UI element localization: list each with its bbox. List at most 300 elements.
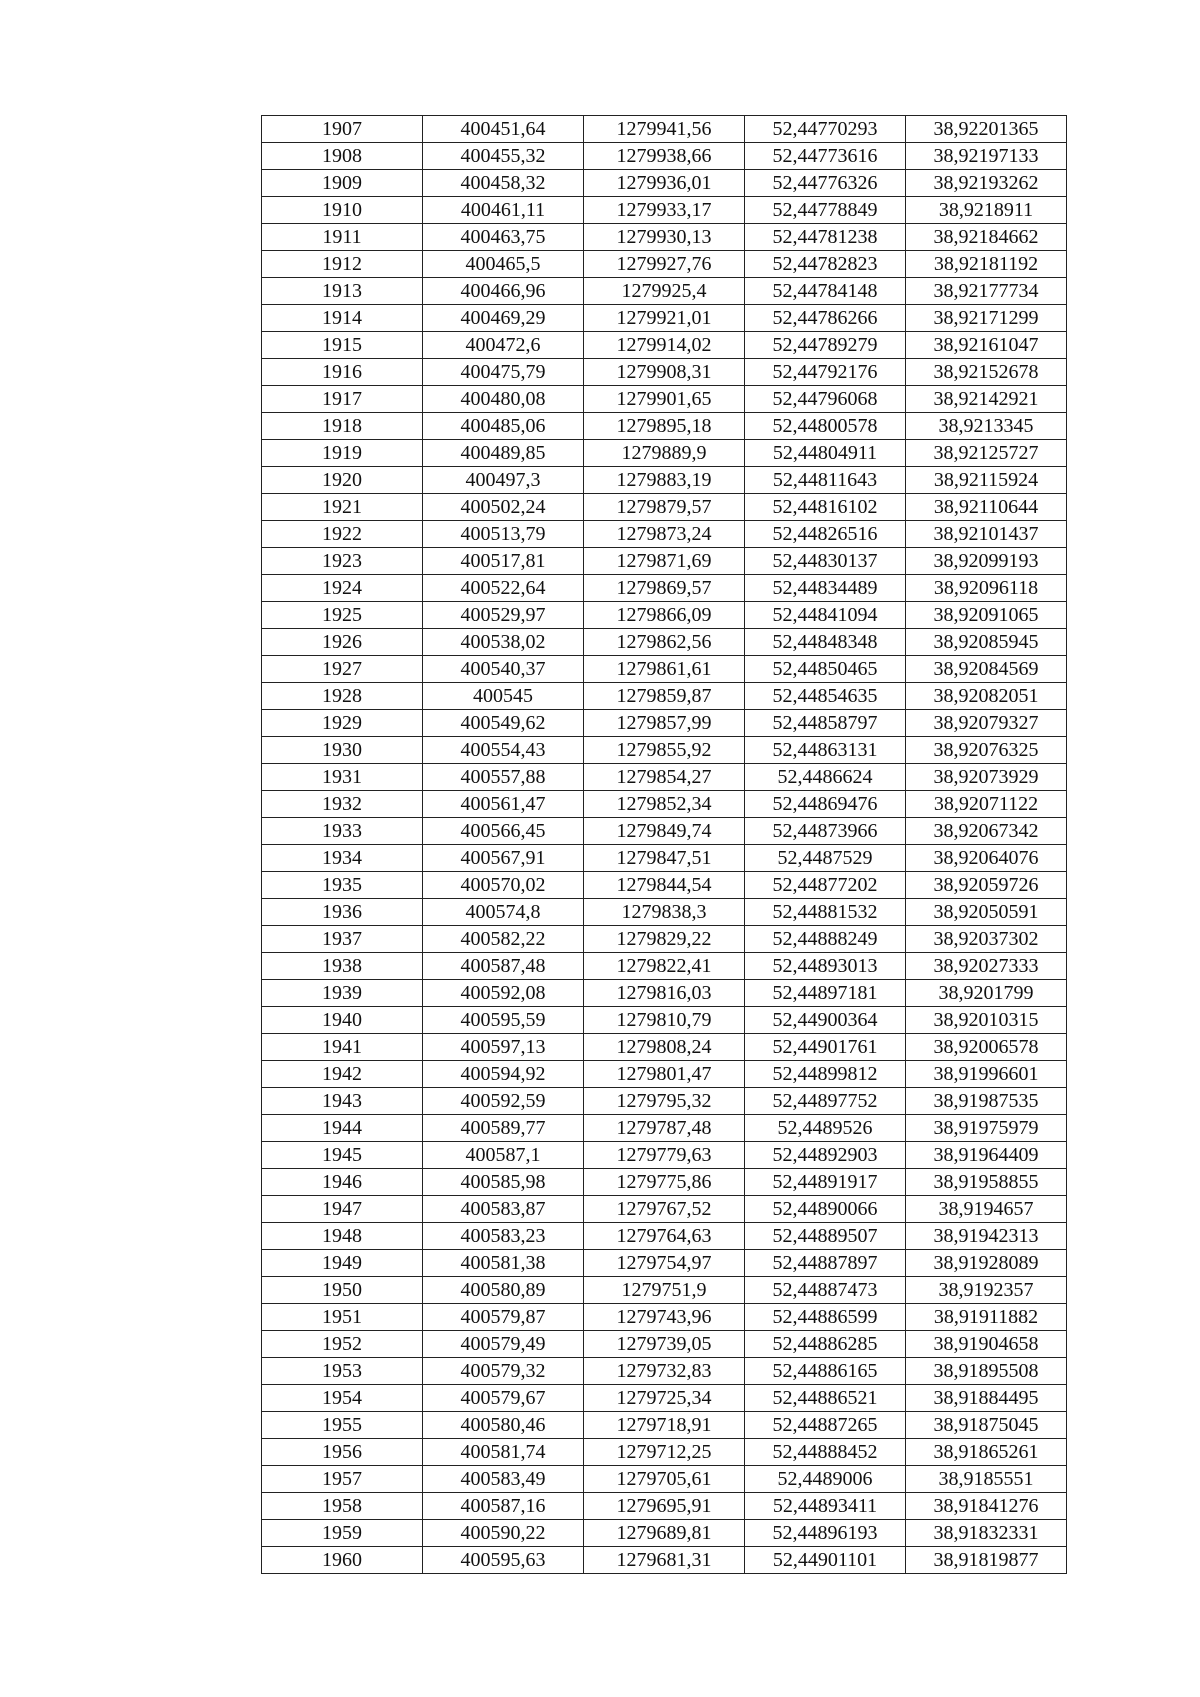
- table-row: [262, 1439, 1067, 1466]
- latitude-cell: 52,44784148: [745, 278, 906, 305]
- table-row: [262, 224, 1067, 251]
- latitude-cell: 52,44900364: [745, 1007, 906, 1034]
- x-coordinate-cell: 400587,1: [423, 1142, 584, 1169]
- y-coordinate-cell: 1279873,24: [584, 521, 745, 548]
- x-coordinate-cell: 400574,8: [423, 899, 584, 926]
- y-coordinate-cell: 1279879,57: [584, 494, 745, 521]
- x-coordinate-cell: 400465,5: [423, 251, 584, 278]
- y-coordinate-cell: 1279787,48: [584, 1115, 745, 1142]
- x-coordinate-cell: 400466,96: [423, 278, 584, 305]
- table-row: [262, 548, 1067, 575]
- longitude-cell: 38,92064076: [906, 845, 1067, 872]
- table-row: [262, 1007, 1067, 1034]
- point-number-cell: 1926: [262, 629, 423, 656]
- longitude-cell: 38,91942313: [906, 1223, 1067, 1250]
- table-row: [262, 1331, 1067, 1358]
- y-coordinate-cell: 1279764,63: [584, 1223, 745, 1250]
- point-number-cell: 1919: [262, 440, 423, 467]
- y-coordinate-cell: 1279695,91: [584, 1493, 745, 1520]
- longitude-cell: 38,92152678: [906, 359, 1067, 386]
- x-coordinate-cell: 400469,29: [423, 305, 584, 332]
- y-coordinate-cell: 1279933,17: [584, 197, 745, 224]
- longitude-cell: 38,92142921: [906, 386, 1067, 413]
- y-coordinate-cell: 1279908,31: [584, 359, 745, 386]
- point-number-cell: 1949: [262, 1250, 423, 1277]
- point-number-cell: 1941: [262, 1034, 423, 1061]
- latitude-cell: 52,44896193: [745, 1520, 906, 1547]
- longitude-cell: 38,92177734: [906, 278, 1067, 305]
- table-row: [262, 1520, 1067, 1547]
- latitude-cell: 52,4489526: [745, 1115, 906, 1142]
- latitude-cell: 52,44897181: [745, 980, 906, 1007]
- x-coordinate-cell: 400583,87: [423, 1196, 584, 1223]
- point-number-cell: 1910: [262, 197, 423, 224]
- point-number-cell: 1956: [262, 1439, 423, 1466]
- y-coordinate-cell: 1279936,01: [584, 170, 745, 197]
- longitude-cell: 38,9213345: [906, 413, 1067, 440]
- y-coordinate-cell: 1279847,51: [584, 845, 745, 872]
- point-number-cell: 1943: [262, 1088, 423, 1115]
- point-number-cell: 1951: [262, 1304, 423, 1331]
- x-coordinate-cell: 400489,85: [423, 440, 584, 467]
- table-row: [262, 980, 1067, 1007]
- longitude-cell: 38,91958855: [906, 1169, 1067, 1196]
- table-row: [262, 521, 1067, 548]
- latitude-cell: 52,44782823: [745, 251, 906, 278]
- point-number-cell: 1914: [262, 305, 423, 332]
- point-number-cell: 1936: [262, 899, 423, 926]
- point-number-cell: 1947: [262, 1196, 423, 1223]
- latitude-cell: 52,44886521: [745, 1385, 906, 1412]
- y-coordinate-cell: 1279810,79: [584, 1007, 745, 1034]
- x-coordinate-cell: 400497,3: [423, 467, 584, 494]
- point-number-cell: 1937: [262, 926, 423, 953]
- point-number-cell: 1954: [262, 1385, 423, 1412]
- table-row: [262, 818, 1067, 845]
- latitude-cell: 52,44800578: [745, 413, 906, 440]
- point-number-cell: 1935: [262, 872, 423, 899]
- y-coordinate-cell: 1279725,34: [584, 1385, 745, 1412]
- table-row: [262, 251, 1067, 278]
- latitude-cell: 52,44804911: [745, 440, 906, 467]
- y-coordinate-cell: 1279718,91: [584, 1412, 745, 1439]
- y-coordinate-cell: 1279927,76: [584, 251, 745, 278]
- latitude-cell: 52,44893411: [745, 1493, 906, 1520]
- point-number-cell: 1938: [262, 953, 423, 980]
- y-coordinate-cell: 1279921,01: [584, 305, 745, 332]
- point-number-cell: 1931: [262, 764, 423, 791]
- point-number-cell: 1955: [262, 1412, 423, 1439]
- point-number-cell: 1925: [262, 602, 423, 629]
- longitude-cell: 38,9201799: [906, 980, 1067, 1007]
- table-row: [262, 872, 1067, 899]
- x-coordinate-cell: 400581,38: [423, 1250, 584, 1277]
- coordinates-table: [261, 115, 1067, 1574]
- x-coordinate-cell: 400455,32: [423, 143, 584, 170]
- point-number-cell: 1960: [262, 1547, 423, 1574]
- longitude-cell: 38,91865261: [906, 1439, 1067, 1466]
- point-number-cell: 1944: [262, 1115, 423, 1142]
- table-row: [262, 737, 1067, 764]
- longitude-cell: 38,91996601: [906, 1061, 1067, 1088]
- point-number-cell: 1932: [262, 791, 423, 818]
- longitude-cell: 38,92096118: [906, 575, 1067, 602]
- point-number-cell: 1921: [262, 494, 423, 521]
- longitude-cell: 38,9185551: [906, 1466, 1067, 1493]
- latitude-cell: 52,44826516: [745, 521, 906, 548]
- longitude-cell: 38,92161047: [906, 332, 1067, 359]
- table-row: [262, 1466, 1067, 1493]
- longitude-cell: 38,92076325: [906, 737, 1067, 764]
- point-number-cell: 1924: [262, 575, 423, 602]
- longitude-cell: 38,9192357: [906, 1277, 1067, 1304]
- x-coordinate-cell: 400529,97: [423, 602, 584, 629]
- longitude-cell: 38,91884495: [906, 1385, 1067, 1412]
- table-row: [262, 1493, 1067, 1520]
- table-row: [262, 764, 1067, 791]
- y-coordinate-cell: 1279857,99: [584, 710, 745, 737]
- latitude-cell: 52,44854635: [745, 683, 906, 710]
- table-row: [262, 926, 1067, 953]
- point-number-cell: 1907: [262, 116, 423, 143]
- longitude-cell: 38,92027333: [906, 953, 1067, 980]
- point-number-cell: 1920: [262, 467, 423, 494]
- x-coordinate-cell: 400595,63: [423, 1547, 584, 1574]
- table-row: [262, 359, 1067, 386]
- latitude-cell: 52,44877202: [745, 872, 906, 899]
- latitude-cell: 52,44887473: [745, 1277, 906, 1304]
- table-row: [262, 1304, 1067, 1331]
- longitude-cell: 38,92125727: [906, 440, 1067, 467]
- point-number-cell: 1918: [262, 413, 423, 440]
- table-row: [262, 683, 1067, 710]
- x-coordinate-cell: 400475,79: [423, 359, 584, 386]
- longitude-cell: 38,91904658: [906, 1331, 1067, 1358]
- table-row: [262, 656, 1067, 683]
- longitude-cell: 38,9194657: [906, 1196, 1067, 1223]
- x-coordinate-cell: 400554,43: [423, 737, 584, 764]
- latitude-cell: 52,44781238: [745, 224, 906, 251]
- latitude-cell: 52,44893013: [745, 953, 906, 980]
- y-coordinate-cell: 1279844,54: [584, 872, 745, 899]
- latitude-cell: 52,4487529: [745, 845, 906, 872]
- table-row: [262, 899, 1067, 926]
- latitude-cell: 52,44789279: [745, 332, 906, 359]
- point-number-cell: 1923: [262, 548, 423, 575]
- latitude-cell: 52,44888249: [745, 926, 906, 953]
- latitude-cell: 52,44886285: [745, 1331, 906, 1358]
- y-coordinate-cell: 1279855,92: [584, 737, 745, 764]
- point-number-cell: 1909: [262, 170, 423, 197]
- table-row: [262, 1196, 1067, 1223]
- y-coordinate-cell: 1279930,13: [584, 224, 745, 251]
- y-coordinate-cell: 1279941,56: [584, 116, 745, 143]
- y-coordinate-cell: 1279739,05: [584, 1331, 745, 1358]
- y-coordinate-cell: 1279779,63: [584, 1142, 745, 1169]
- x-coordinate-cell: 400461,11: [423, 197, 584, 224]
- latitude-cell: 52,44811643: [745, 467, 906, 494]
- longitude-cell: 38,92010315: [906, 1007, 1067, 1034]
- x-coordinate-cell: 400458,32: [423, 170, 584, 197]
- point-number-cell: 1948: [262, 1223, 423, 1250]
- x-coordinate-cell: 400594,92: [423, 1061, 584, 1088]
- table-row: [262, 1385, 1067, 1412]
- longitude-cell: 38,91819877: [906, 1547, 1067, 1574]
- x-coordinate-cell: 400549,62: [423, 710, 584, 737]
- point-number-cell: 1917: [262, 386, 423, 413]
- y-coordinate-cell: 1279681,31: [584, 1547, 745, 1574]
- latitude-cell: 52,44890066: [745, 1196, 906, 1223]
- x-coordinate-cell: 400485,06: [423, 413, 584, 440]
- point-number-cell: 1928: [262, 683, 423, 710]
- x-coordinate-cell: 400451,64: [423, 116, 584, 143]
- point-number-cell: 1939: [262, 980, 423, 1007]
- x-coordinate-cell: 400583,49: [423, 1466, 584, 1493]
- point-number-cell: 1942: [262, 1061, 423, 1088]
- latitude-cell: 52,44886165: [745, 1358, 906, 1385]
- longitude-cell: 38,92050591: [906, 899, 1067, 926]
- table-row: [262, 467, 1067, 494]
- latitude-cell: 52,44786266: [745, 305, 906, 332]
- y-coordinate-cell: 1279852,34: [584, 791, 745, 818]
- longitude-cell: 38,92201365: [906, 116, 1067, 143]
- longitude-cell: 38,91928089: [906, 1250, 1067, 1277]
- table-row: [262, 1034, 1067, 1061]
- table-row: [262, 170, 1067, 197]
- x-coordinate-cell: 400567,91: [423, 845, 584, 872]
- table-row: [262, 197, 1067, 224]
- table-row: [262, 332, 1067, 359]
- y-coordinate-cell: 1279751,9: [584, 1277, 745, 1304]
- x-coordinate-cell: 400580,89: [423, 1277, 584, 1304]
- latitude-cell: 52,4489006: [745, 1466, 906, 1493]
- table-row: [262, 575, 1067, 602]
- y-coordinate-cell: 1279862,56: [584, 629, 745, 656]
- y-coordinate-cell: 1279871,69: [584, 548, 745, 575]
- y-coordinate-cell: 1279925,4: [584, 278, 745, 305]
- point-number-cell: 1957: [262, 1466, 423, 1493]
- longitude-cell: 38,92082051: [906, 683, 1067, 710]
- x-coordinate-cell: 400502,24: [423, 494, 584, 521]
- longitude-cell: 38,92099193: [906, 548, 1067, 575]
- latitude-cell: 52,44773616: [745, 143, 906, 170]
- point-number-cell: 1908: [262, 143, 423, 170]
- y-coordinate-cell: 1279859,87: [584, 683, 745, 710]
- x-coordinate-cell: 400557,88: [423, 764, 584, 791]
- point-number-cell: 1930: [262, 737, 423, 764]
- table-row: [262, 1088, 1067, 1115]
- table-row: [262, 494, 1067, 521]
- point-number-cell: 1933: [262, 818, 423, 845]
- y-coordinate-cell: 1279854,27: [584, 764, 745, 791]
- latitude-cell: 52,44892903: [745, 1142, 906, 1169]
- longitude-cell: 38,91975979: [906, 1115, 1067, 1142]
- point-number-cell: 1912: [262, 251, 423, 278]
- y-coordinate-cell: 1279849,74: [584, 818, 745, 845]
- longitude-cell: 38,92091065: [906, 602, 1067, 629]
- longitude-cell: 38,92059726: [906, 872, 1067, 899]
- x-coordinate-cell: 400581,74: [423, 1439, 584, 1466]
- latitude-cell: 52,44770293: [745, 116, 906, 143]
- longitude-cell: 38,92184662: [906, 224, 1067, 251]
- latitude-cell: 52,44778849: [745, 197, 906, 224]
- longitude-cell: 38,92110644: [906, 494, 1067, 521]
- longitude-cell: 38,92067342: [906, 818, 1067, 845]
- point-number-cell: 1916: [262, 359, 423, 386]
- point-number-cell: 1945: [262, 1142, 423, 1169]
- latitude-cell: 52,44869476: [745, 791, 906, 818]
- latitude-cell: 52,44834489: [745, 575, 906, 602]
- longitude-cell: 38,9218911: [906, 197, 1067, 224]
- latitude-cell: 52,4486624: [745, 764, 906, 791]
- x-coordinate-cell: 400579,49: [423, 1331, 584, 1358]
- y-coordinate-cell: 1279705,61: [584, 1466, 745, 1493]
- latitude-cell: 52,44863131: [745, 737, 906, 764]
- latitude-cell: 52,44887265: [745, 1412, 906, 1439]
- latitude-cell: 52,44889507: [745, 1223, 906, 1250]
- longitude-cell: 38,92079327: [906, 710, 1067, 737]
- x-coordinate-cell: 400517,81: [423, 548, 584, 575]
- y-coordinate-cell: 1279732,83: [584, 1358, 745, 1385]
- longitude-cell: 38,91875045: [906, 1412, 1067, 1439]
- x-coordinate-cell: 400585,98: [423, 1169, 584, 1196]
- latitude-cell: 52,44792176: [745, 359, 906, 386]
- longitude-cell: 38,92171299: [906, 305, 1067, 332]
- y-coordinate-cell: 1279901,65: [584, 386, 745, 413]
- x-coordinate-cell: 400592,08: [423, 980, 584, 1007]
- x-coordinate-cell: 400540,37: [423, 656, 584, 683]
- x-coordinate-cell: 400522,64: [423, 575, 584, 602]
- latitude-cell: 52,44899812: [745, 1061, 906, 1088]
- x-coordinate-cell: 400595,59: [423, 1007, 584, 1034]
- longitude-cell: 38,91987535: [906, 1088, 1067, 1115]
- longitude-cell: 38,92193262: [906, 170, 1067, 197]
- y-coordinate-cell: 1279938,66: [584, 143, 745, 170]
- y-coordinate-cell: 1279822,41: [584, 953, 745, 980]
- point-number-cell: 1952: [262, 1331, 423, 1358]
- x-coordinate-cell: 400587,48: [423, 953, 584, 980]
- x-coordinate-cell: 400579,87: [423, 1304, 584, 1331]
- y-coordinate-cell: 1279883,19: [584, 467, 745, 494]
- table-row: [262, 305, 1067, 332]
- x-coordinate-cell: 400597,13: [423, 1034, 584, 1061]
- table-row: [262, 1277, 1067, 1304]
- point-number-cell: 1950: [262, 1277, 423, 1304]
- latitude-cell: 52,44888452: [745, 1439, 906, 1466]
- latitude-cell: 52,44858797: [745, 710, 906, 737]
- y-coordinate-cell: 1279889,9: [584, 440, 745, 467]
- x-coordinate-cell: 400480,08: [423, 386, 584, 413]
- latitude-cell: 52,44841094: [745, 602, 906, 629]
- table-row: [262, 278, 1067, 305]
- y-coordinate-cell: 1279816,03: [584, 980, 745, 1007]
- latitude-cell: 52,44887897: [745, 1250, 906, 1277]
- table-row: [262, 1061, 1067, 1088]
- point-number-cell: 1953: [262, 1358, 423, 1385]
- x-coordinate-cell: 400579,32: [423, 1358, 584, 1385]
- table-row: [262, 602, 1067, 629]
- y-coordinate-cell: 1279808,24: [584, 1034, 745, 1061]
- point-number-cell: 1958: [262, 1493, 423, 1520]
- y-coordinate-cell: 1279689,81: [584, 1520, 745, 1547]
- longitude-cell: 38,92101437: [906, 521, 1067, 548]
- longitude-cell: 38,92181192: [906, 251, 1067, 278]
- longitude-cell: 38,91964409: [906, 1142, 1067, 1169]
- table-row: [262, 953, 1067, 980]
- table-row: [262, 1169, 1067, 1196]
- y-coordinate-cell: 1279775,86: [584, 1169, 745, 1196]
- point-number-cell: 1940: [262, 1007, 423, 1034]
- table-row: [262, 629, 1067, 656]
- latitude-cell: 52,44816102: [745, 494, 906, 521]
- table-row: [262, 1115, 1067, 1142]
- latitude-cell: 52,44897752: [745, 1088, 906, 1115]
- longitude-cell: 38,91895508: [906, 1358, 1067, 1385]
- latitude-cell: 52,44886599: [745, 1304, 906, 1331]
- point-number-cell: 1959: [262, 1520, 423, 1547]
- x-coordinate-cell: 400582,22: [423, 926, 584, 953]
- longitude-cell: 38,92085945: [906, 629, 1067, 656]
- latitude-cell: 52,44830137: [745, 548, 906, 575]
- table-row: [262, 413, 1067, 440]
- longitude-cell: 38,92197133: [906, 143, 1067, 170]
- x-coordinate-cell: 400570,02: [423, 872, 584, 899]
- y-coordinate-cell: 1279754,97: [584, 1250, 745, 1277]
- latitude-cell: 52,44873966: [745, 818, 906, 845]
- y-coordinate-cell: 1279861,61: [584, 656, 745, 683]
- x-coordinate-cell: 400580,46: [423, 1412, 584, 1439]
- latitude-cell: 52,44881532: [745, 899, 906, 926]
- y-coordinate-cell: 1279914,02: [584, 332, 745, 359]
- table-row: [262, 845, 1067, 872]
- x-coordinate-cell: 400538,02: [423, 629, 584, 656]
- table-row: [262, 1547, 1067, 1574]
- longitude-cell: 38,92037302: [906, 926, 1067, 953]
- x-coordinate-cell: 400590,22: [423, 1520, 584, 1547]
- table-row: [262, 1250, 1067, 1277]
- x-coordinate-cell: 400561,47: [423, 791, 584, 818]
- table-row: [262, 1358, 1067, 1385]
- latitude-cell: 52,44796068: [745, 386, 906, 413]
- longitude-cell: 38,91841276: [906, 1493, 1067, 1520]
- longitude-cell: 38,91832331: [906, 1520, 1067, 1547]
- point-number-cell: 1915: [262, 332, 423, 359]
- x-coordinate-cell: 400583,23: [423, 1223, 584, 1250]
- latitude-cell: 52,44848348: [745, 629, 906, 656]
- y-coordinate-cell: 1279795,32: [584, 1088, 745, 1115]
- y-coordinate-cell: 1279743,96: [584, 1304, 745, 1331]
- latitude-cell: 52,44891917: [745, 1169, 906, 1196]
- table-body: [262, 116, 1067, 1574]
- point-number-cell: 1934: [262, 845, 423, 872]
- longitude-cell: 38,92071122: [906, 791, 1067, 818]
- table-row: [262, 143, 1067, 170]
- table-row: [262, 116, 1067, 143]
- y-coordinate-cell: 1279895,18: [584, 413, 745, 440]
- table-row: [262, 386, 1067, 413]
- x-coordinate-cell: 400589,77: [423, 1115, 584, 1142]
- x-coordinate-cell: 400579,67: [423, 1385, 584, 1412]
- x-coordinate-cell: 400587,16: [423, 1493, 584, 1520]
- y-coordinate-cell: 1279869,57: [584, 575, 745, 602]
- point-number-cell: 1929: [262, 710, 423, 737]
- point-number-cell: 1946: [262, 1169, 423, 1196]
- y-coordinate-cell: 1279866,09: [584, 602, 745, 629]
- point-number-cell: 1911: [262, 224, 423, 251]
- table-row: [262, 710, 1067, 737]
- x-coordinate-cell: 400592,59: [423, 1088, 584, 1115]
- table-row: [262, 1223, 1067, 1250]
